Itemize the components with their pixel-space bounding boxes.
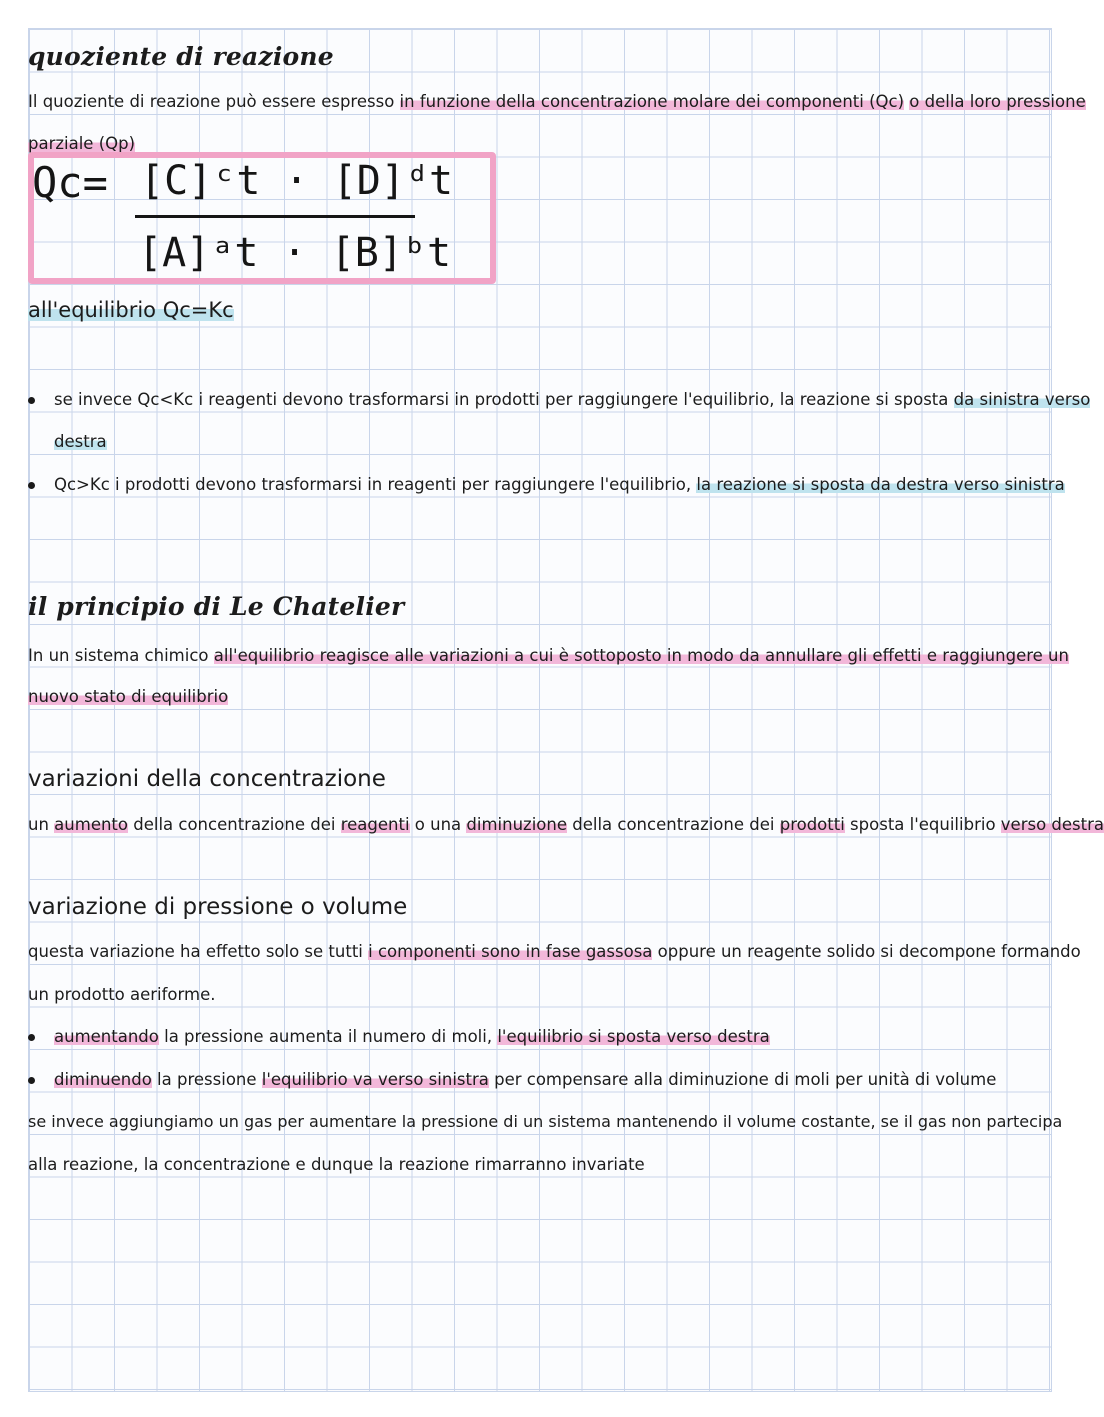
highlight-diminuzione: diminuzione bbox=[466, 815, 567, 834]
intro-line-2 bbox=[28, 134, 135, 153]
text-fragment: la pressione aumenta il numero di moli, bbox=[158, 1027, 498, 1046]
bullet-highlight: da sinistra verso bbox=[953, 390, 1091, 409]
formula-numerator: [C]ᶜt · [D]ᵈt bbox=[140, 158, 454, 204]
bullet-qc-greater bbox=[54, 475, 1065, 494]
intro-line-1 bbox=[28, 92, 1086, 111]
intro-highlight: in funzione della concentrazione molare dei componenti (Qc) bbox=[399, 92, 905, 111]
formula-denominator: [A]ᵃt · [B]ᵇt bbox=[138, 230, 452, 276]
highlight-verso-destra: l'equilibrio si sposta verso destra bbox=[497, 1027, 770, 1046]
le-chatelier-highlight-2: nuovo stato di equilibrio bbox=[28, 687, 229, 706]
text-fragment: un bbox=[28, 815, 55, 834]
text-fragment: per compensare alla diminuzione di moli per unità di volume bbox=[488, 1070, 997, 1089]
pressione-line-2: un prodotto aeriforme. bbox=[28, 985, 216, 1004]
text-fragment: oppure un reagente solido si decompone formando bbox=[652, 942, 1081, 961]
bullet-qc-less-cont bbox=[54, 432, 107, 451]
bullet-text: se invece Qc<Kc i reagenti devono trasformarsi in prodotti per raggiungere l'equilibrio, la reazione si sposta bbox=[54, 390, 954, 409]
highlight-fase-gassosa: i componenti sono in fase gassosa bbox=[368, 942, 653, 961]
highlight-verso-sinistra: l'equilibrio va verso sinistra bbox=[261, 1070, 489, 1089]
text-fragment: questa variazione ha effetto solo se tutti bbox=[28, 942, 369, 961]
text-fragment: o una bbox=[409, 815, 467, 834]
bullet-text: Qc>Kc i prodotti devono trasformarsi in reagenti per raggiungere l'equilibrio, bbox=[54, 475, 697, 494]
highlight-diminuendo: diminuendo bbox=[54, 1070, 152, 1089]
le-chatelier-highlight: all'equilibrio reagisce alle variazioni a cui è sottoposto in modo da annullare gli effetti e raggiungere un bbox=[213, 646, 1069, 665]
section-title-le-chatelier: il principio di Le Chatelier bbox=[28, 592, 405, 621]
highlight-prodotti: prodotti bbox=[779, 815, 845, 834]
highlight-aumentando: aumentando bbox=[54, 1027, 159, 1046]
le-chatelier-line-1 bbox=[28, 646, 1069, 665]
highlight-verso-destra: verso destra bbox=[1000, 815, 1104, 834]
bullet-diminuendo bbox=[54, 1070, 996, 1089]
bullet-dot bbox=[28, 397, 35, 404]
concentrazione-line bbox=[28, 815, 1104, 834]
highlight-reagenti: reagenti bbox=[340, 815, 410, 834]
intro-line2-highlight: parziale (Qp) bbox=[28, 134, 136, 153]
text-fragment: la pressione bbox=[151, 1070, 262, 1089]
intro-highlight-2: o della loro pressione bbox=[909, 92, 1086, 111]
text-fragment: della concentrazione dei bbox=[567, 815, 780, 834]
bullet-dot bbox=[28, 1077, 35, 1084]
le-chatelier-text: In un sistema chimico bbox=[28, 646, 214, 665]
text-fragment: sposta l'equilibrio bbox=[844, 815, 1001, 834]
pressione-line-1 bbox=[28, 942, 1081, 961]
fraction-bar bbox=[135, 215, 415, 218]
le-chatelier-line-2 bbox=[28, 687, 228, 706]
equilibrium-line bbox=[28, 298, 234, 322]
pressione-line-3: se invece aggiungiamo un gas per aumentare la pressione di un sistema mantenendo il volume costante, se il gas non partecipa bbox=[28, 1112, 1063, 1131]
section-title-quoziente: quoziente di reazione bbox=[28, 42, 334, 71]
section-title-pressione: variazione di pressione o volume bbox=[28, 894, 408, 920]
section-title-concentrazione: variazioni della concentrazione bbox=[28, 766, 386, 792]
pressione-line-4: alla reazione, la concentrazione e dunque la reazione rimarranno invariate bbox=[28, 1155, 645, 1174]
intro-text: Il quoziente di reazione può essere espresso bbox=[28, 92, 400, 111]
bullet-highlight: la reazione si sposta da destra verso sinistra bbox=[696, 475, 1065, 494]
bullet-dot bbox=[28, 1034, 35, 1041]
bullet-qc-less bbox=[54, 390, 1090, 409]
formula-lhs: Qc= bbox=[32, 158, 108, 207]
highlight-aumento: aumento bbox=[54, 815, 128, 834]
bullet-dot bbox=[28, 482, 35, 489]
bullet-highlight-2: destra bbox=[54, 432, 107, 451]
equilibrium-highlight: all'equilibrio Qc=Kc bbox=[28, 298, 234, 322]
text-fragment: della concentrazione dei bbox=[128, 815, 341, 834]
bullet-aumentando bbox=[54, 1027, 770, 1046]
